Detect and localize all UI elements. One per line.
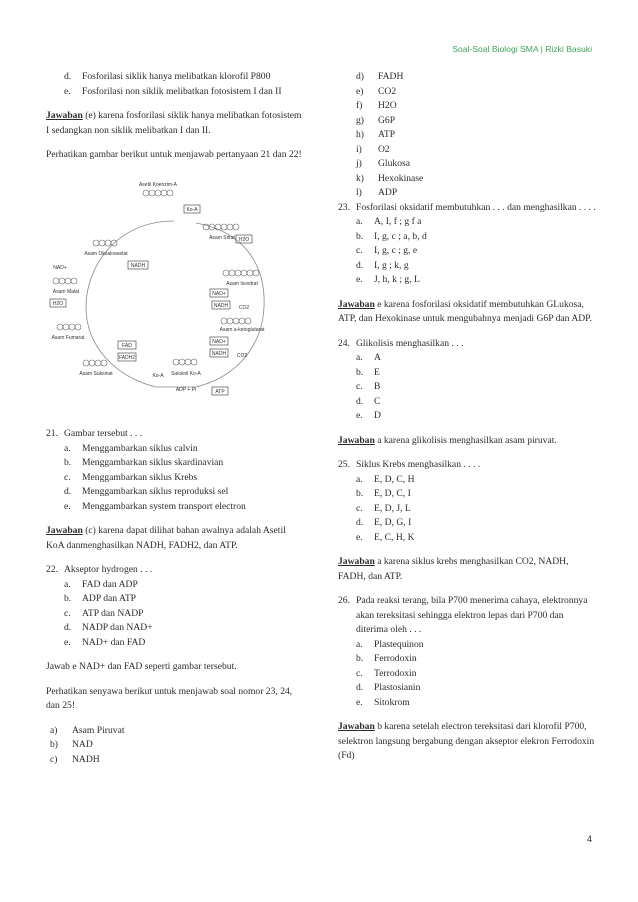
- option: d. I, g ; k, g: [356, 259, 409, 271]
- option: b. Menggambarkan siklus skardinavian: [64, 457, 224, 468]
- compound-list-right: [338, 70, 596, 201]
- question-25: 25. Siklus Krebs menghasilkan . . . . a. E, D, C, H b. E, D, C, I c. E, D, J, L d. E, D, G, I e. E, C, H, K: [338, 458, 596, 545]
- question-22: 22. Akseptor hydrogen . . . a. FAD dan ADP b. ADP dan ATP c. ATP dan NADP d. NADP dan NAD+ e. NAD+ dan FAD: [46, 563, 302, 650]
- option: a. A, I, f ; g f a: [356, 216, 422, 227]
- label-fadh2: FADH2: [118, 354, 136, 361]
- option: e. Menggambarkan system transport electron: [64, 500, 246, 512]
- page-header: Soal-Soal Biologi SMA | Rizki Basuki: [452, 44, 592, 54]
- q20-options: [46, 70, 302, 99]
- label-ko-a: Ko-A: [186, 206, 198, 213]
- label-adp-pi: ADP + Pi: [175, 386, 197, 393]
- label-nadh-3: NADH: [211, 350, 227, 357]
- list-item: c) NADH: [50, 753, 100, 765]
- compound-list-left: [46, 724, 302, 768]
- list-item: b) NAD: [50, 739, 93, 750]
- question-24: 24. Glikolisis menghasilkan . . . a. A b. E c. B d. C e. D: [338, 337, 596, 424]
- option: e. J, h, k ; g, L: [356, 274, 420, 285]
- answer-26: Jawaban b karena setelah electron tereksitasi dari klorofil P700, selektron langsung bergabung dengan akseptor elekron Ferrodoxin (Fd): [338, 721, 595, 761]
- krebs-cycle-figure: [46, 177, 302, 412]
- answer-20: Jawaban (e) karena fosforilasi siklik hanya melibatkan fotosistem I sedangkan non siklik melibatkan I dan II.: [46, 110, 302, 136]
- list-item: a) Asam Piruvat: [50, 724, 125, 736]
- label-h2o-2: H2O: [52, 300, 64, 307]
- label-co2-1: CO2: [238, 304, 250, 311]
- list-item: i) O2: [356, 143, 390, 155]
- label-asetil-ko-a: Asetil Koenzim-A: [138, 181, 178, 188]
- question-23: 23. Fosforilasi oksidatif membutuhkan . . . dan menghasilkan . . . . a. A, I, f ; g f a b. I, g, c ; a, b, d c. I, g, c ; g, e d. I, g ; k, g e. J, h, k ; g, L: [338, 201, 596, 288]
- answer-24: Jawaban a karena glikolisis menghasilkan asam piruvat.: [338, 434, 557, 446]
- option: b. E, D, C, I: [356, 488, 411, 499]
- label-nadh-2: NADH: [213, 302, 229, 309]
- list-item: f) H2O: [356, 100, 397, 111]
- label-co2-2: CO2: [236, 352, 248, 359]
- option: d. E, D, G, I: [356, 517, 412, 528]
- list-item: g) G6P: [356, 114, 396, 126]
- option: d. Menggambarkan siklus reproduksi sel: [64, 486, 229, 497]
- label-asam-malat: Asam Malat: [52, 288, 80, 295]
- answer-25: Jawaban a karena siklus krebs menghasilkan CO2, NADH, FADH, dan ATP.: [338, 556, 569, 582]
- list-item: k) Hexokinase: [356, 172, 424, 184]
- option: e. E, C, H, K: [356, 531, 415, 543]
- answer-22: Jawab e NAD+ dan FAD seperti gambar tersebut.: [46, 661, 237, 672]
- list-item: l) ADP: [356, 187, 398, 198]
- label-nad-2: NAD+: [212, 290, 226, 297]
- option: d. C: [356, 395, 381, 407]
- answer-23: Jawaban e karena fosforilasi oksidatif membutuhkan GLukosa, ATP, dan Hexokinase untuk mengubahnya menjadi G6P dan ADP.: [338, 298, 592, 324]
- option: e. D: [356, 410, 381, 421]
- list-item: e) CO2: [356, 85, 397, 97]
- option: e. NAD+ dan FAD: [64, 636, 146, 648]
- option: b. Ferrodoxin: [356, 653, 417, 664]
- option: d. Fosforilasi siklik hanya melibatkan klorofil P800: [64, 71, 271, 82]
- option: a. Menggambarkan siklus calvin: [64, 442, 198, 454]
- option: c. Terrodoxin: [356, 667, 417, 679]
- label-nad-1: NAD+: [53, 264, 67, 271]
- label-ko-a-2: Ko-A: [152, 372, 164, 379]
- option: c. B: [356, 381, 381, 392]
- label-atp: ATP: [215, 388, 225, 395]
- label-fad: FAD: [122, 342, 132, 349]
- option: a. E, D, C, H: [356, 473, 415, 485]
- question-21: 21. Gambar tersebut . . . a. Menggambarkan siklus calvin b. Menggambarkan siklus skardinavian c. Menggambarkan siklus Krebs d. Menggambarkan siklus reproduksi sel e. Menggambarkan system transport electron: [46, 427, 302, 514]
- list-item: h) ATP: [356, 129, 396, 140]
- label-nad-3: NAD+: [212, 338, 226, 345]
- intro-21: Perhatikan gambar berikut untuk menjawab pertanyaan 21 dan 22!: [46, 149, 302, 160]
- option: c. I, g, c ; g, e: [356, 245, 418, 256]
- option: e. Fosforilasi non siklik melibatkan fotosistem I dan II: [64, 85, 282, 97]
- option: b. E: [356, 366, 380, 378]
- label-asam-sitrat: Asam Sitrat: [209, 234, 235, 241]
- option: b. ADP dan ATP: [64, 593, 137, 604]
- answer-21: Jawaban (c) karena dapat dilihat bahan awalnya adalah Asetil KoA danmenghasilkan NADH, FADH2, dan ATP.: [46, 525, 286, 551]
- list-item: d) FADH: [356, 71, 404, 82]
- label-asam-isositrat: Asam Isositrat: [226, 280, 258, 287]
- option: a. Plastequinon: [356, 638, 424, 650]
- option: c. Menggambarkan siklus Krebs: [64, 471, 198, 483]
- question-26: 26. Pada reaksi terang, bila P700 menerima cahaya, elektronnya akan tereksitasi sehingga elektron lepas dari P700 dan diterima oleh . . . a. Plastequinon b. Ferrodoxin c. Terrodoxin d. Plastosianin e. Sitokrom: [338, 594, 596, 710]
- label-asam-suksinat: Asam Suksinat: [79, 370, 113, 377]
- label-suksinil-ko-a: Suksinil Ko-A: [171, 370, 201, 377]
- option: d. Plastosianin: [356, 682, 421, 693]
- option: c. E, D, J, L: [356, 502, 411, 514]
- label-asam-ketoglutarat: Asam a-ketoglutarat: [219, 326, 265, 333]
- list-item: j) Glukosa: [356, 158, 410, 169]
- option: a. FAD dan ADP: [64, 578, 138, 590]
- page-number: 4: [586, 833, 592, 844]
- label-asam-oksaloasetat: Asam Oksaloasetat: [84, 250, 128, 257]
- option: d. NADP dan NAD+: [64, 622, 153, 633]
- intro-23: Perhatikan senyawa berikut untuk menjawab soal nomor 23, 24, dan 25!: [46, 685, 293, 711]
- label-nadh-1: NADH: [130, 262, 146, 269]
- label-h2o-1: H2O: [238, 236, 250, 243]
- option: e. Sitokrom: [356, 696, 410, 708]
- option: c. ATP dan NADP: [64, 607, 144, 619]
- option: a. A: [356, 352, 381, 363]
- option: b. I, g, c ; a, b, d: [356, 230, 427, 242]
- label-asam-fumarat: Asam Fumarat: [51, 334, 85, 341]
- right-column: [338, 70, 596, 774]
- left-column: [46, 70, 302, 767]
